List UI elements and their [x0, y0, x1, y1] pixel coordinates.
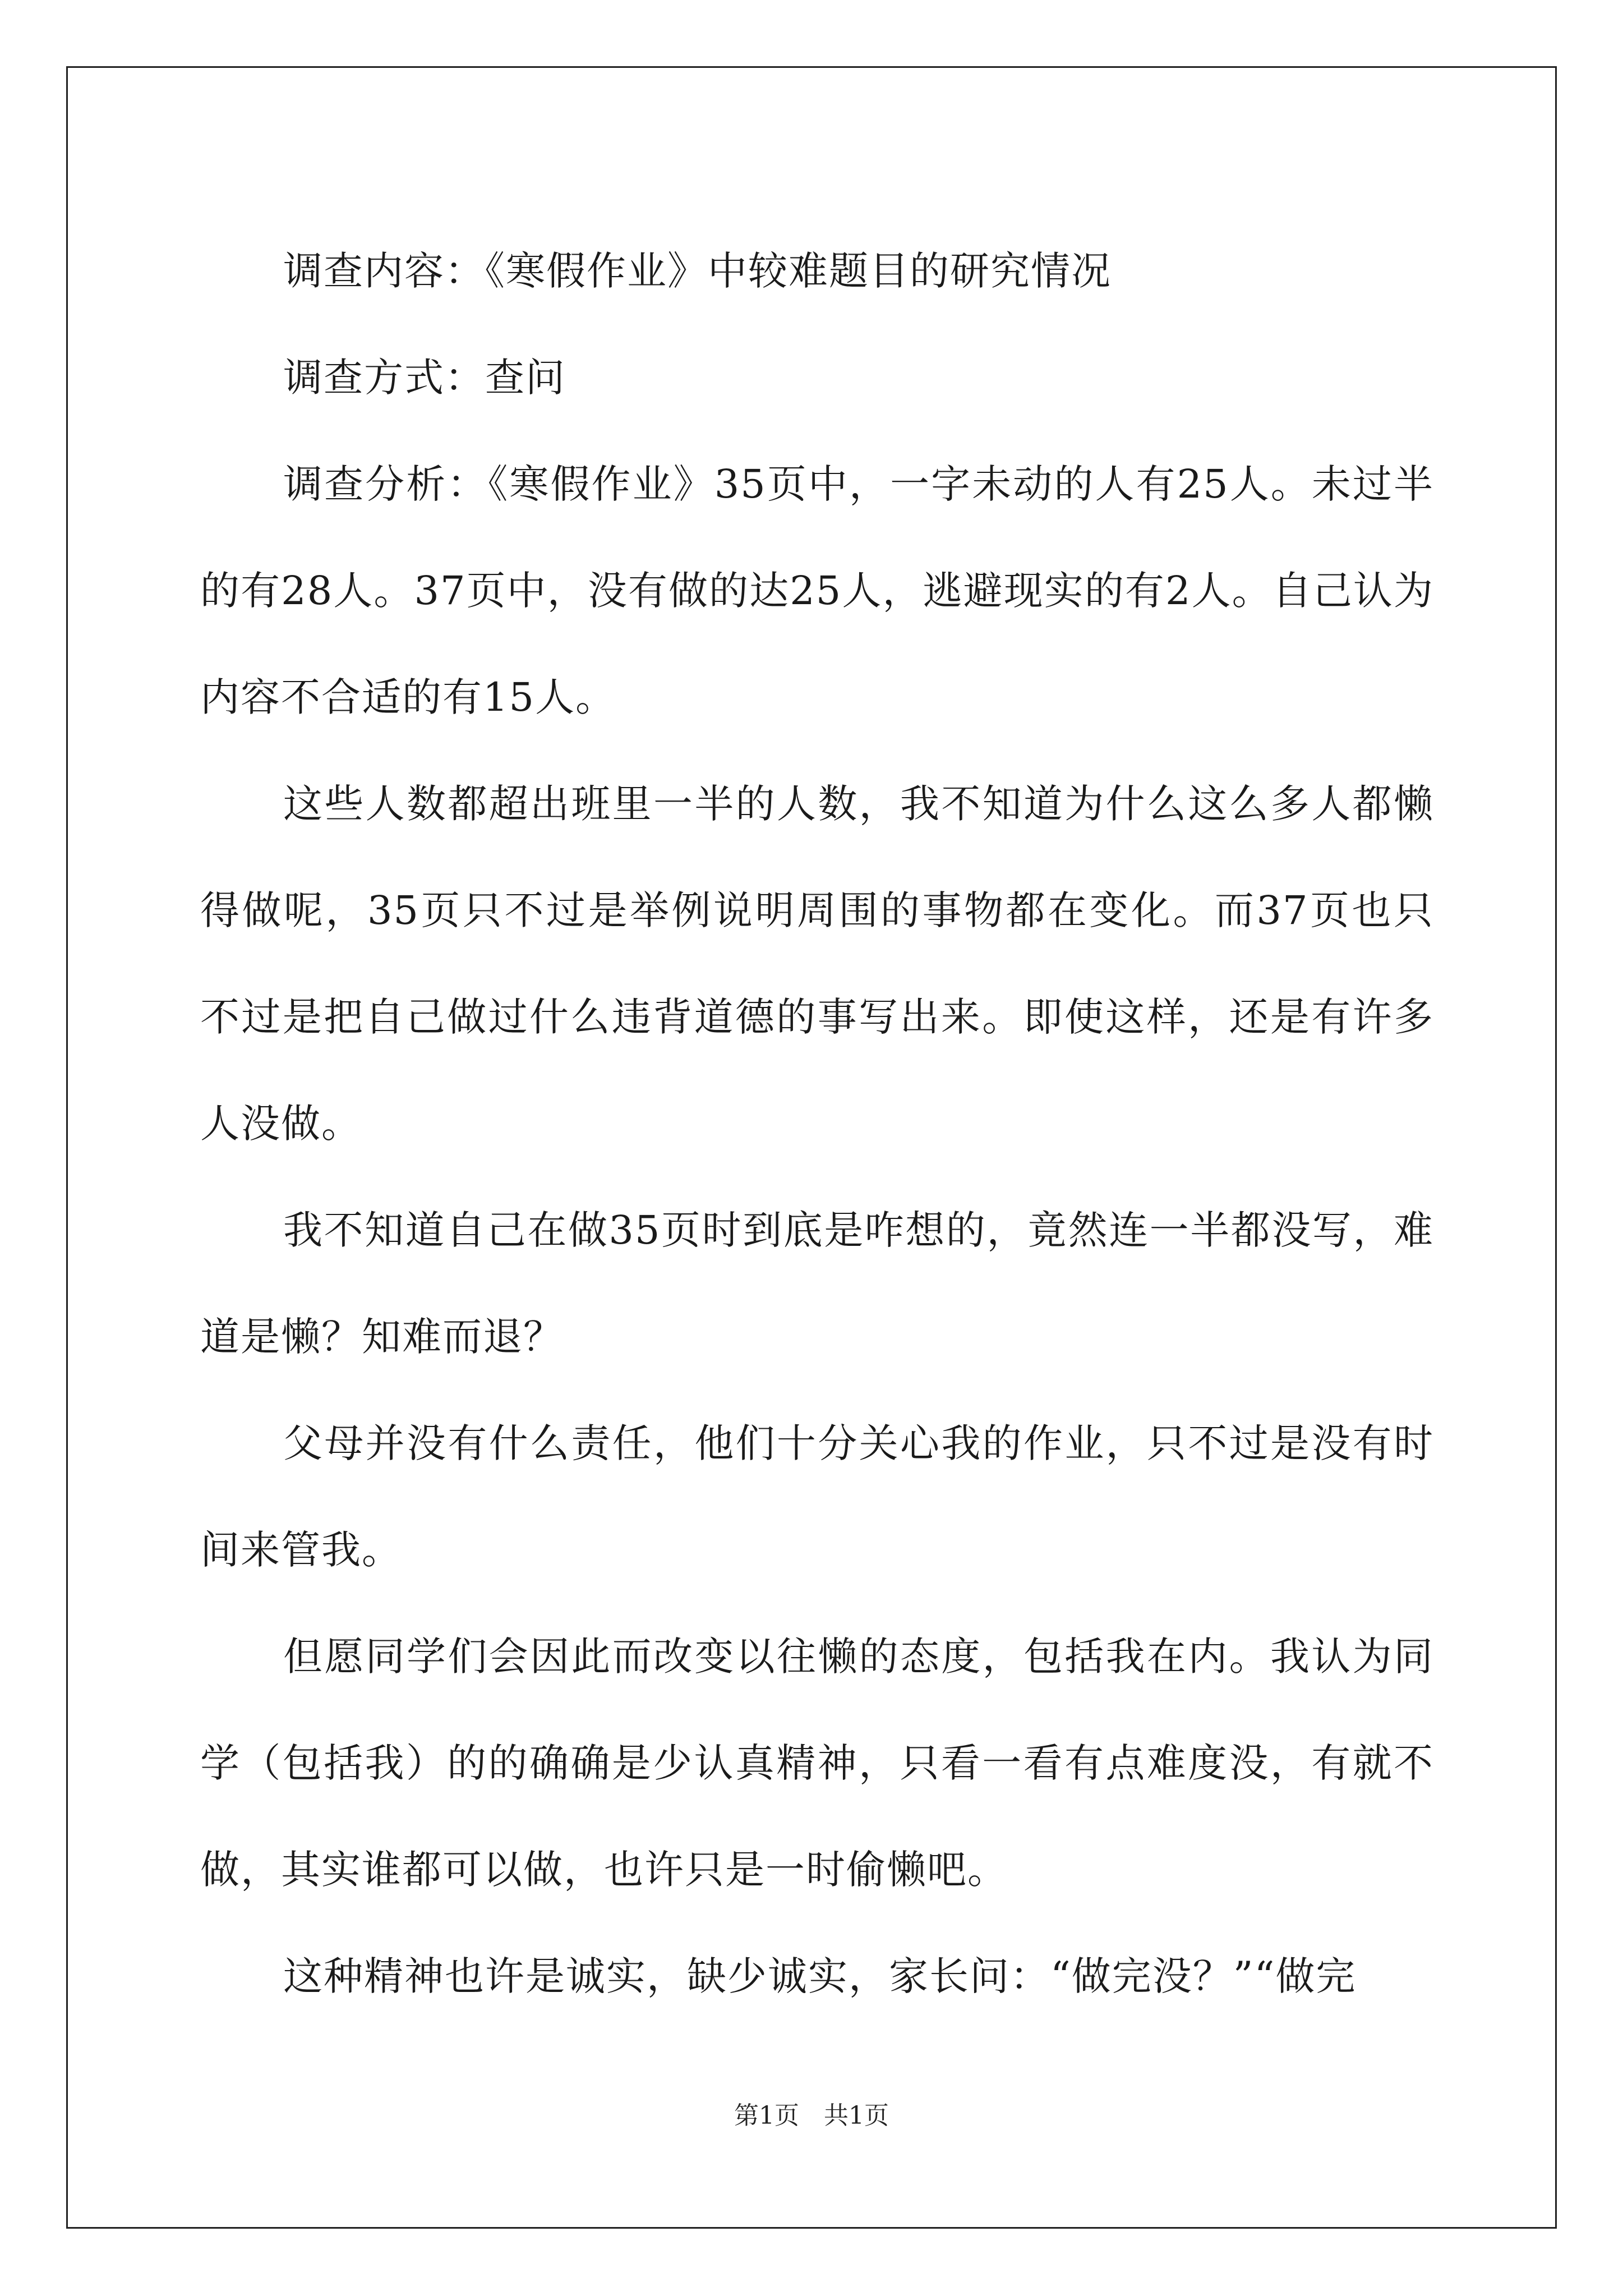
page-total: 共1页 [824, 2101, 889, 2130]
page-footer [0, 2095, 1623, 2131]
page-number: 第1页 [734, 2101, 799, 2130]
paragraph-survey-method: 调查方式：查问 [283, 355, 566, 401]
paragraph-body: 这些人数都超出班里一半的人数，我不知道为什么这么多人都懒得做呢，35页只不过是举例说明周围的事物都在变化。而37页也只不过是把自己做过什么违背道德的事写出来。即使这样，还是有许多人没做。 [200, 781, 1434, 1147]
paragraph-survey-analysis: 调查分析：《寒假作业》35页中，一字未动的人有25人。未过半的有28人。37页中，没有做的达25人，逃避现实的有2人。自己认为内容不合适的有15人。 [200, 461, 1434, 720]
paragraph-body: 但愿同学们会因此而改变以往懒的态度，包括我在内。我认为同学（包括我）的的确确是少认真精神，只看一看有点难度没，有就不做，其实谁都可以做，也许只是一时偷懒吧。 [200, 1634, 1434, 1893]
paragraph-survey-content: 调查内容：《寒假作业》中较难题目的研究情况 [283, 248, 1112, 294]
document-body [200, 218, 1434, 2030]
paragraph-body: 父母并没有什么责任，他们十分关心我的作业，只不过是没有时间来管我。 [200, 1420, 1434, 1573]
paragraph-body: 这种精神也许是诚实，缺少诚实，家长问：“做完没？”“做完 [283, 1953, 1357, 1999]
paragraph-body: 我不知道自己在做35页时到底是咋想的，竟然连一半都没写，难道是懒？知难而退？ [200, 1207, 1434, 1360]
